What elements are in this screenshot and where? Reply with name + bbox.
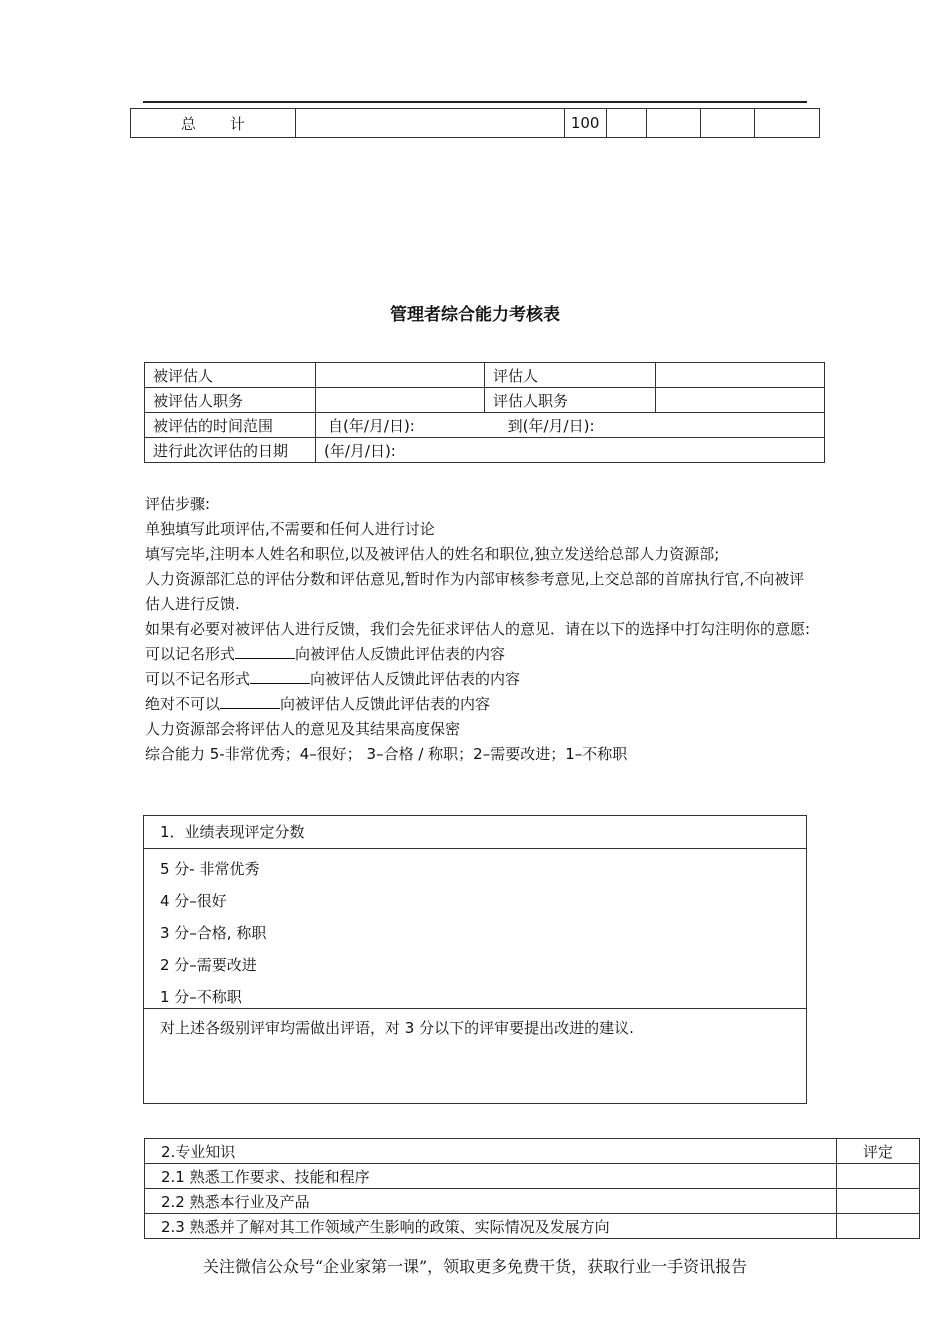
total-cell — [606, 109, 646, 138]
instruction-line: 如果有必要对被评估人进行反馈，我们会先征求评估人的意见．请在以下的选择中打勾注明你的意愿: — [145, 620, 811, 638]
knowledge-item: 2.2 熟悉本行业及产品 — [145, 1189, 837, 1214]
period-from: 自(年/月/日): — [328, 416, 415, 435]
evaluator-position-label: 评估人职务 — [485, 388, 656, 413]
total-table — [130, 108, 820, 138]
period-label: 被评估的时间范围 — [145, 413, 316, 438]
performance-section — [143, 815, 807, 1104]
date-label: 进行此次评估的日期 — [145, 438, 316, 463]
knowledge-table — [144, 1138, 920, 1239]
option-never-blank[interactable] — [220, 694, 280, 709]
level-5: 5 分- 非常优秀 — [160, 860, 260, 878]
top-divider — [143, 101, 807, 103]
rating-cell[interactable] — [837, 1189, 920, 1214]
knowledge-item: 2.3 熟悉并了解对其工作领域产生影响的政策、实际情况及发展方向 — [145, 1214, 837, 1239]
total-cell — [646, 109, 700, 138]
total-cell — [755, 109, 820, 138]
date-input[interactable]: (年/月/日): — [316, 438, 825, 463]
level-4: 4 分–很好 — [160, 892, 227, 910]
evaluator-label: 评估人 — [485, 363, 656, 388]
evaluator-input[interactable] — [656, 363, 825, 388]
instructions — [145, 492, 815, 767]
evaluator-position-input[interactable] — [656, 388, 825, 413]
performance-heading: 1．业绩表现评定分数 — [144, 816, 806, 849]
level-1: 1 分–不称职 — [160, 988, 242, 1006]
period-input[interactable] — [316, 413, 825, 438]
total-blank-cell — [295, 109, 564, 138]
total-label: 总 计 — [131, 109, 296, 138]
evaluatee-label: 被评估人 — [145, 363, 316, 388]
instruction-line: 人力资源部汇总的评估分数和评估意见,暂时作为内部审核参考意见,上交总部的首席执行官,不向被评估人进行反馈. — [145, 570, 805, 613]
rating-cell[interactable] — [837, 1164, 920, 1189]
page-title: 管理者综合能力考核表 — [390, 305, 560, 325]
option-named: 可以记名形式 向被评估人反馈此评估表的内容 — [145, 645, 506, 663]
rating-header: 评定 — [837, 1139, 920, 1164]
performance-levels — [144, 849, 806, 1009]
rating-cell[interactable] — [837, 1214, 920, 1239]
option-named-blank[interactable] — [235, 644, 295, 659]
period-to: 到(年/月/日): — [507, 416, 595, 435]
performance-note: 对上述各级别评审均需做出评语，对 3 分以下的评审要提出改进的建议. — [160, 1019, 634, 1037]
option-never: 绝对不可以 向被评估人反馈此评估表的内容 — [145, 695, 491, 713]
knowledge-item: 2.1 熟悉工作要求、技能和程序 — [145, 1164, 837, 1189]
rating-scale: 综合能力 5-非常优秀；4–很好； 3–合格 / 称职；2–需要改进；1–不称职 — [145, 745, 628, 763]
footer-note: 关注微信公众号“企业家第一课”，领取更多免费干货，获取行业一手资讯报告 — [202, 1257, 748, 1276]
level-3: 3 分–合格, 称职 — [160, 924, 267, 942]
option-anonymous: 可以不记名形式 向被评估人反馈此评估表的内容 — [145, 670, 521, 688]
option-anonymous-blank[interactable] — [250, 669, 310, 684]
knowledge-heading: 2.专业知识 — [145, 1139, 837, 1164]
instruction-line: 人力资源部会将评估人的意见及其结果高度保密 — [145, 720, 461, 738]
info-table — [144, 362, 825, 463]
total-cell — [700, 109, 754, 138]
evaluatee-position-label: 被评估人职务 — [145, 388, 316, 413]
total-score: 100 — [564, 109, 606, 138]
instructions-heading: 评估步骤: — [145, 495, 211, 513]
level-2: 2 分–需要改进 — [160, 956, 257, 974]
evaluatee-position-input[interactable] — [316, 388, 485, 413]
evaluatee-input[interactable] — [316, 363, 485, 388]
instruction-line: 填写完毕,注明本人姓名和职位,以及被评估人的姓名和职位,独立发送给总部人力资源部; — [145, 545, 720, 563]
instruction-line: 单独填写此项评估,不需要和任何人进行讨论 — [145, 520, 435, 538]
